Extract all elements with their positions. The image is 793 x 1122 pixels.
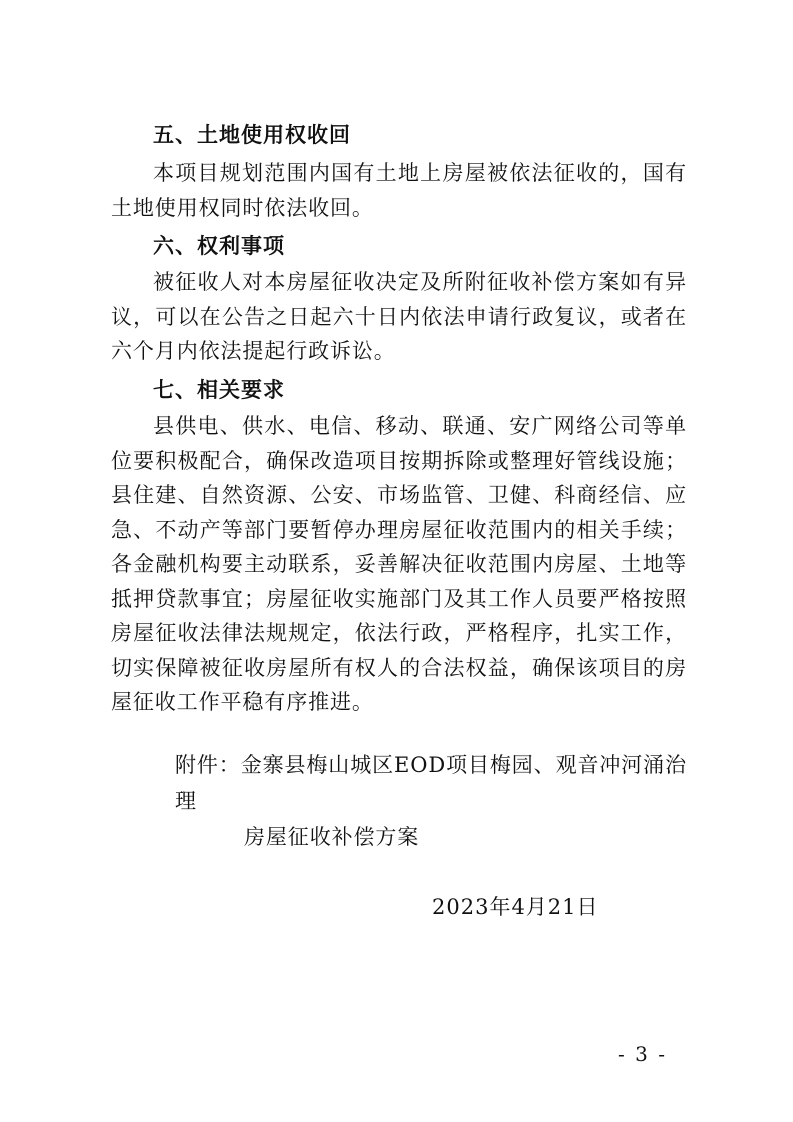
section-body-5: 本项目规划范围内国有土地上房屋被依法征收的，国有土地使用权同时依法收回。 xyxy=(111,161,687,220)
document-date: 2023年4月21日 xyxy=(432,895,599,919)
section-heading-7: 七、相关要求 xyxy=(153,378,285,402)
page-number: - 3 - xyxy=(618,1042,667,1066)
attachment-title-line1: 金寨县梅山城区EOD项目梅园、观音冲河涌治理 xyxy=(175,753,687,813)
section-body-6: 被征收人对本房屋征收决定及所附征收补偿方案如有异议，可以在公告之日起六十日内依法申请行政复议，或者在六个月内依法提起行政诉讼。 xyxy=(111,270,687,363)
attachment-label: 附件： xyxy=(175,753,241,777)
attachment-title-line2: 房屋征收补偿方案 xyxy=(244,825,420,849)
section-heading-6: 六、权利事项 xyxy=(153,234,285,258)
attachment-note xyxy=(175,747,695,855)
section-heading-5: 五、土地使用权收回 xyxy=(153,123,351,147)
section-body-7: 县供电、供水、电信、移动、联通、安广网络公司等单位要积极配合，确保改造项目按期拆除或整理好管线设施；县住建、自然资源、公安、市场监管、卫健、科商经信、应急、不动产等部门要暂停办理房屋征收范围内的相关手续；各金融机构要主动联系，妥善解决征收范围内房屋、土地等抵押贷款事宜；房屋征收实施部门及其工作人员要严格按照房屋征收法律法规规定，依法行政，严格程序，扎实工作，切实保障被征收房屋所有权人的合法权益，确保该项目的房屋征收工作平稳有序推进。 xyxy=(111,414,687,714)
